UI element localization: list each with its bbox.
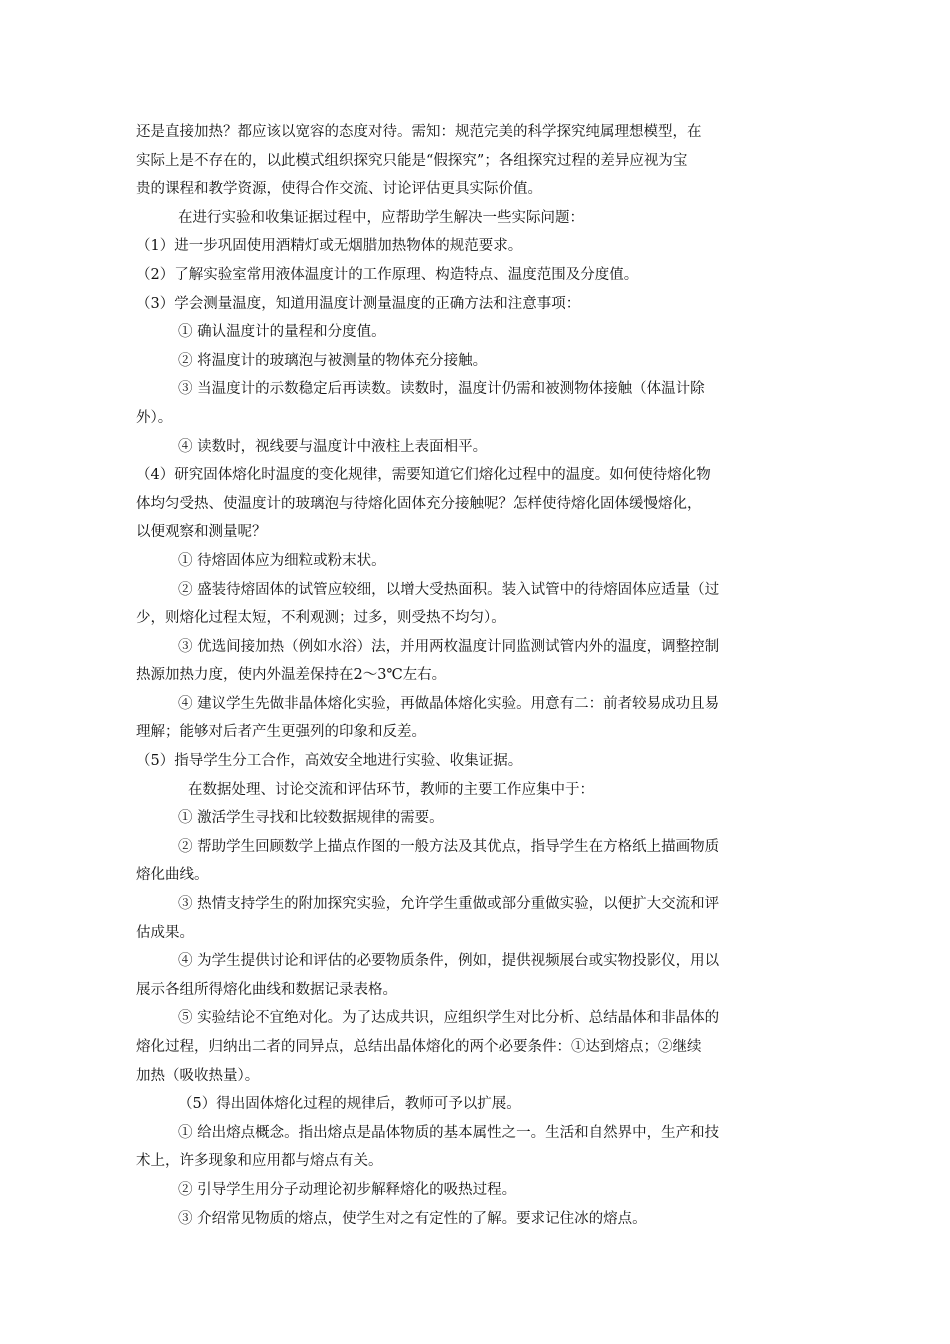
sub-list-item-continuation: 少，则熔化过程太短，不利观测；过多，则受热不均匀）。 — [136, 610, 506, 627]
paragraph-line: 还是直接加热？都应该以宽容的态度对待。需知：规范完美的科学探究纯属理想模型，在 — [136, 124, 702, 140]
sub-list-item: ④ 为学生提供讨论和评估的必要物质条件，例如，提供视频展台或实物投影仪，用以 — [178, 953, 720, 970]
paragraph-line: 在数据处理、讨论交流和评估环节，教师的主要工作应集中于： — [188, 781, 594, 798]
list-item: （2）了解实验室常用液体温度计的工作原理、构造特点、温度范围及分度值。 — [136, 266, 639, 283]
sub-list-item-continuation: 熔化过程，归纳出二者的同异点，总结出晶体熔化的两个必要条件：①达到熔点；②继续 — [136, 1039, 702, 1055]
sub-list-item: ⑤ 实验结论不宜绝对化。为了达成共识，应组织学生对比分析、总结晶体和非晶体的 — [178, 1010, 720, 1027]
sub-list-item-continuation: 展示各组所得熔化曲线和数据记录表格。 — [136, 981, 397, 998]
sub-list-item: ③ 介绍常见物质的熔点，使学生对之有定性的了解。要求记住冰的熔点。 — [178, 1210, 647, 1227]
list-item: （4）研究固体熔化时温度的变化规律，需要知道它们熔化过程中的温度。如何使待熔化物 — [136, 467, 711, 484]
sub-list-item-continuation: 理解；能够对后者产生更强列的印象和反差。 — [136, 724, 426, 741]
sub-list-item: ③ 热情支持学生的附加探究实验，允许学生重做或部分重做实验，以便扩大交流和评 — [178, 896, 720, 913]
sub-list-item: ④ 读数时，视线要与温度计中液柱上表面相平。 — [178, 438, 488, 455]
sub-list-item: ② 引导学生用分子动理论初步解释熔化的吸热过程。 — [178, 1181, 517, 1198]
sub-list-item: ② 盛装待熔固体的试管应较细，以增大受热面积。装入试管中的待熔固体应适量（过 — [178, 581, 720, 598]
sub-list-item: ① 激活学生寻找和比较数据规律的需要。 — [178, 810, 444, 827]
list-item-continuation: 以便观察和测量呢？ — [136, 524, 267, 541]
sub-list-item-continuation: 外）。 — [136, 409, 173, 426]
sub-list-item: ③ 优选间接加热（例如水浴）法，并用两枚温度计同监测试管内外的温度，调整控制 — [178, 638, 720, 655]
sub-list-item: ① 确认温度计的量程和分度值。 — [178, 324, 386, 341]
list-item: （3）学会测量温度，知道用温度计测量温度的正确方法和注意事项： — [136, 295, 581, 312]
list-item: （5）指导学生分工合作，高效安全地进行实验、收集证据。 — [136, 753, 523, 770]
sub-list-item: ① 给出熔点概念。指出熔点是晶体物质的基本属性之一。生活和自然界中，生产和技 — [178, 1124, 720, 1141]
sub-list-item-continuation: 估成果。 — [136, 924, 194, 941]
sub-list-item-continuation: 术上，许多现象和应用都与熔点有关。 — [136, 1153, 383, 1170]
sub-list-item: ② 将温度计的玻璃泡与被测量的物体充分接触。 — [178, 352, 488, 369]
sub-list-item-continuation: 加热（吸收热量）。 — [136, 1067, 260, 1084]
sub-list-item: ① 待熔固体应为细粒或粉末状。 — [178, 552, 386, 569]
paragraph-line: 贵的课程和教学资源，使得合作交流、讨论评估更具实际价值。 — [136, 181, 542, 198]
sub-list-item: ④ 建议学生先做非晶体熔化实验，再做晶体熔化实验。用意有二：前者较易成功且易 — [178, 695, 720, 712]
list-item: （1）进一步巩固使用酒精灯或无烟腊加热物体的规范要求。 — [136, 238, 523, 255]
sub-list-item-continuation: 热源加热力度，使内外温差保持在2～3℃左右。 — [136, 667, 447, 684]
sub-list-item: ② 帮助学生回顾数学上描点作图的一般方法及其优点，指导学生在方格纸上描画物质 — [178, 838, 720, 855]
paragraph-line: 在进行实验和收集证据过程中，应帮助学生解决一些实际问题： — [178, 209, 584, 226]
paragraph-line: 实际上是不存在的，以此模式组织探究只能是“假探究”；各组探究过程的差异应视为宝 — [136, 152, 688, 169]
document-body — [136, 118, 816, 1233]
sub-list-item-continuation: 熔化曲线。 — [136, 867, 209, 884]
list-item: （5）得出固体熔化过程的规律后，教师可予以扩展。 — [178, 1096, 521, 1113]
list-item-continuation: 体均匀受热、使温度计的玻璃泡与待熔化固体充分接触呢？怎样使待熔化固体缓慢熔化， — [136, 495, 702, 512]
sub-list-item: ③ 当温度计的示数稳定后再读数。读数时，温度计仍需和被测物体接触（体温计除 — [178, 381, 705, 398]
